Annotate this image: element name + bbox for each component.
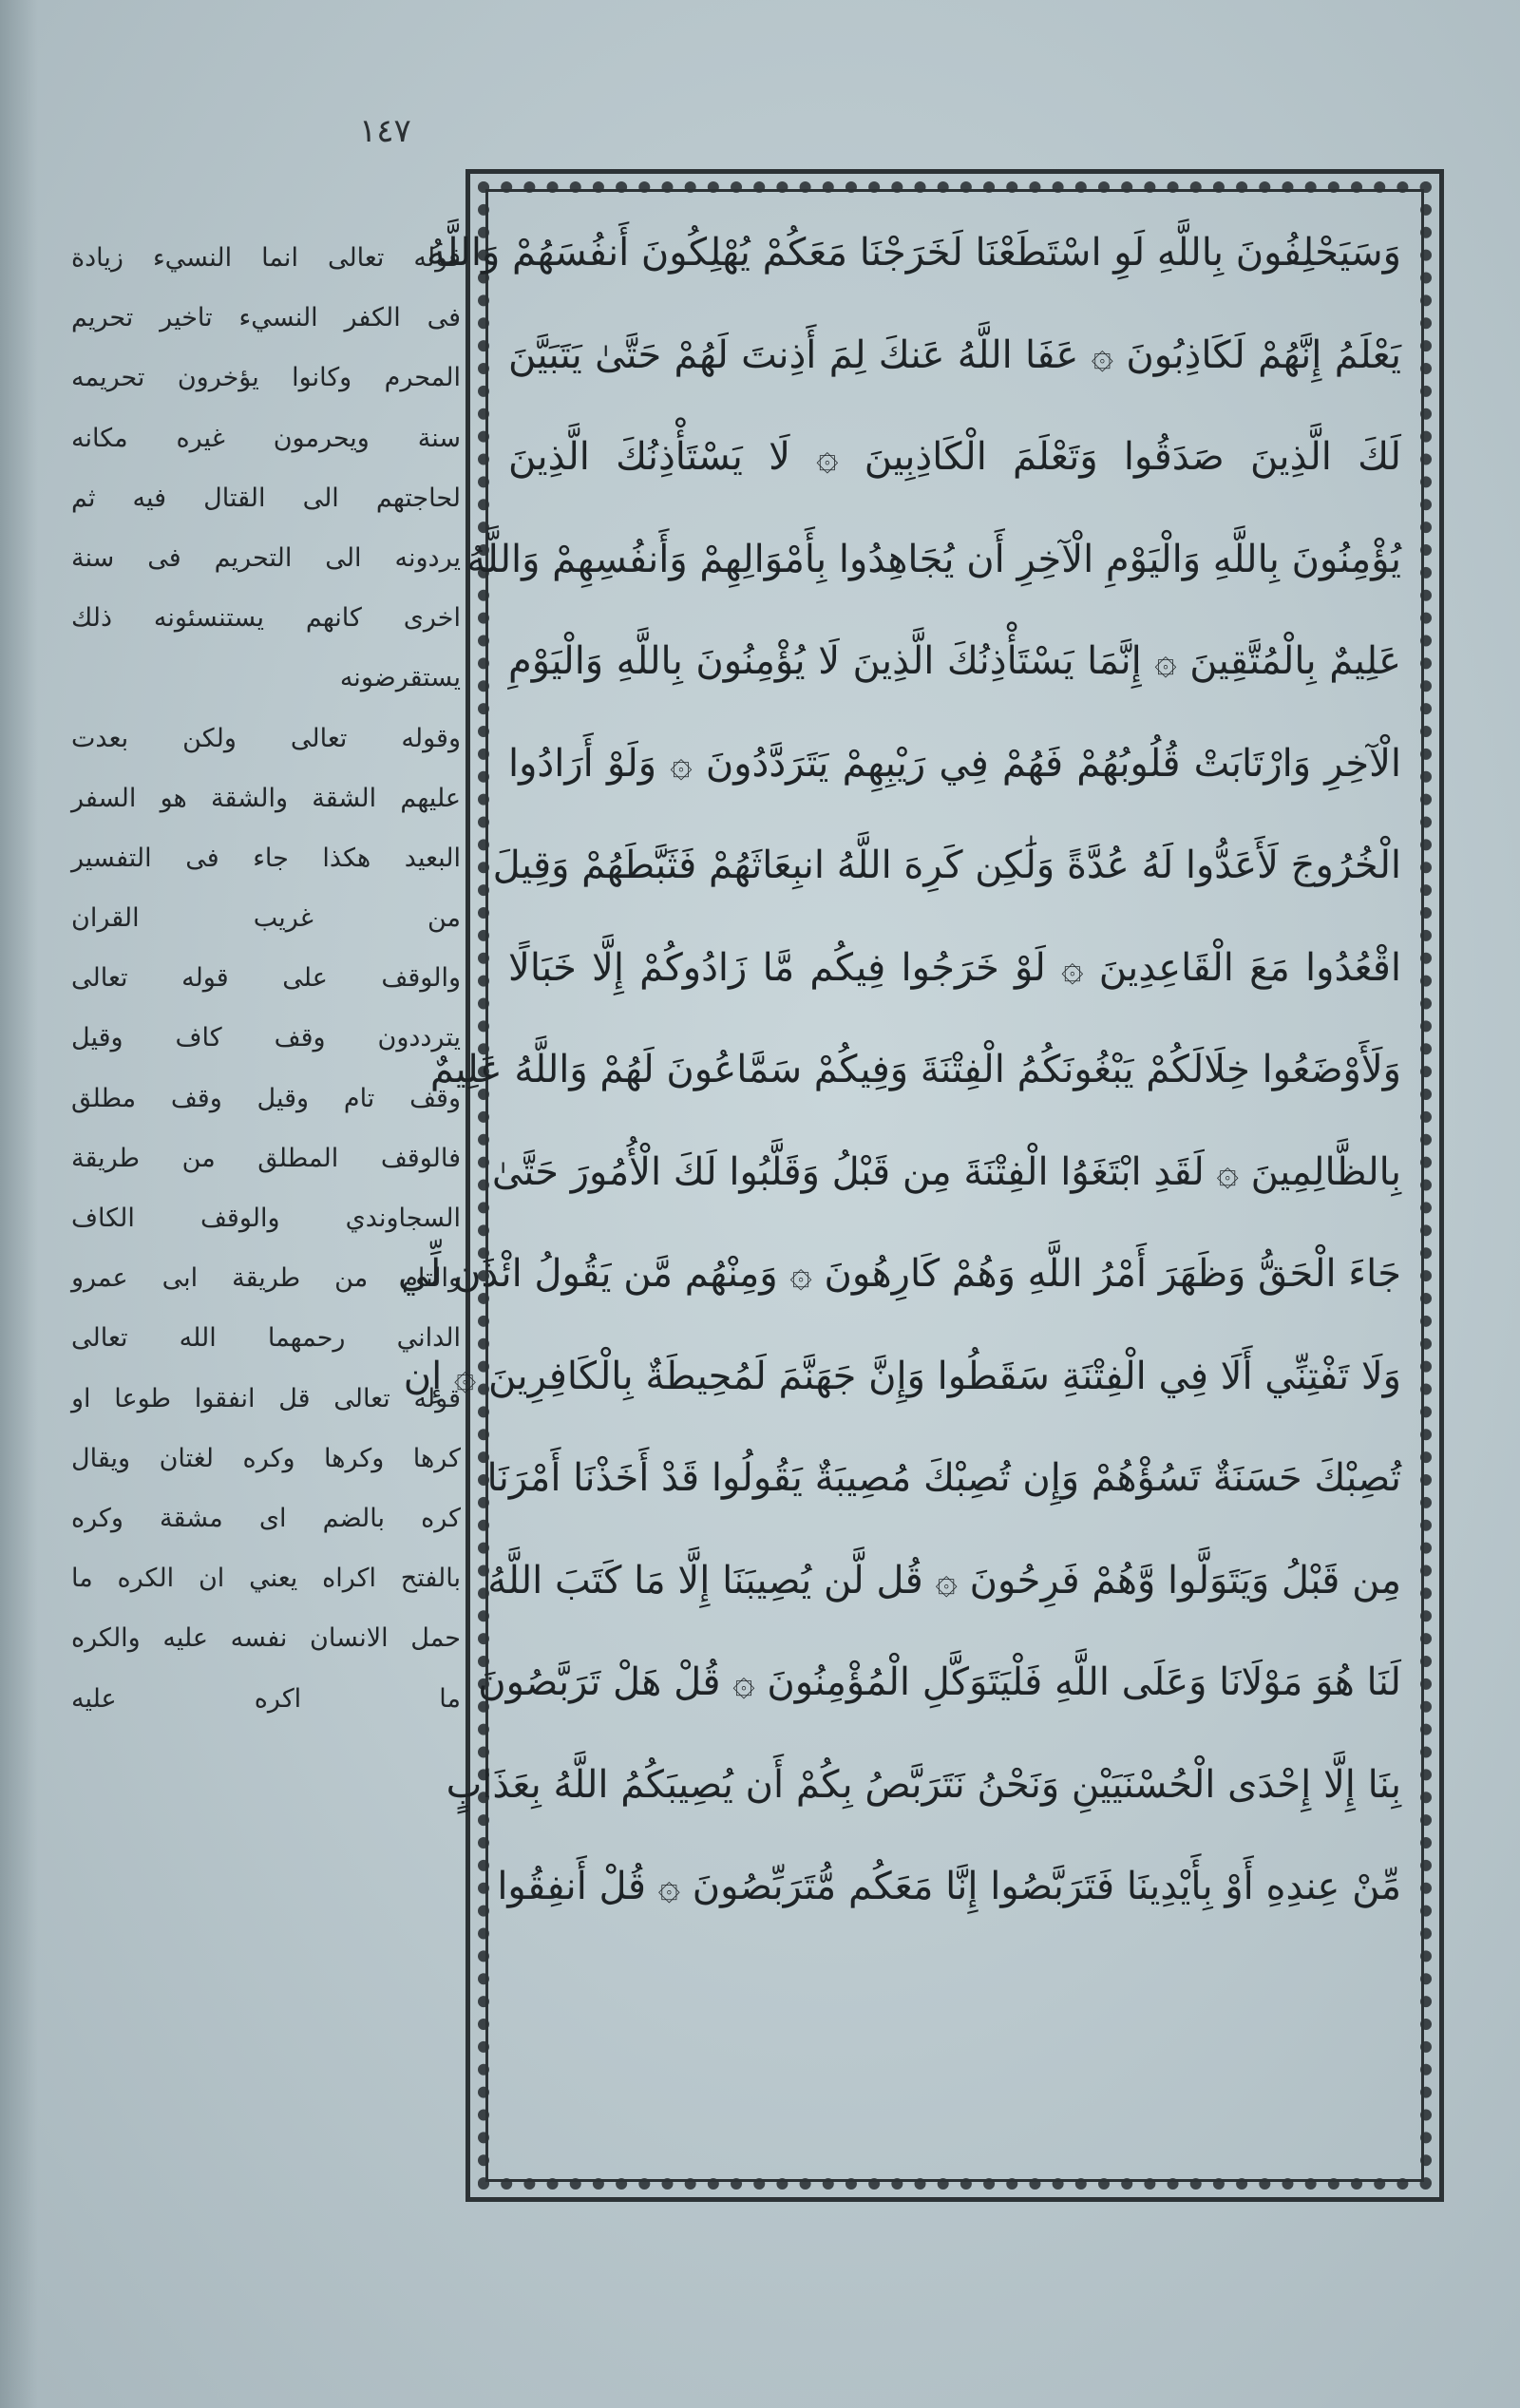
commentary-line: اخرى كانهم يستنسئونه ذلك bbox=[71, 603, 461, 634]
quran-line: بِالظَّالِمِينَ ۞ لَقَدِ ابْتَغَوُا الْفِتْنَةَ مِن قَبْلُ وَقَلَّبُوا لَكَ الْأُمُورَ حَتَّىٰ bbox=[491, 1149, 1401, 1194]
quran-line: وَلَأَوْضَعُوا خِلَالَكُمْ يَبْغُونَكُمُ الْفِتْنَةَ وَفِيكُمْ سَمَّاعُونَ لَهُمْ وَاللَّهُ عَلِيمٌ bbox=[429, 1048, 1401, 1091]
quran-line: تُصِبْكَ حَسَنَةٌ تَسُؤْهُمْ وَإِن تُصِبْكَ مُصِيبَةٌ يَقُولُوا قَدْ أَخَذْنَا أَمْرَنَا bbox=[486, 1456, 1401, 1500]
quran-line: مِن قَبْلُ وَيَتَوَلَّوا وَّهُمْ فَرِحُونَ ۞ قُل لَّن يُصِيبَنَا إِلَّا مَا كَتَبَ اللَّهُ bbox=[487, 1558, 1401, 1602]
quran-line: وَسَيَحْلِفُونَ بِاللَّهِ لَوِ اسْتَطَعْنَا لَخَرَجْنَا مَعَكُمْ يُهْلِكُونَ أَنفُسَهُمْ وَاللَّهُ bbox=[426, 231, 1401, 275]
quran-line: الْخُرُوجَ لَأَعَدُّوا لَهُ عُدَّةً وَلَٰكِن كَرِهَ اللَّهُ انبِعَاثَهُمْ فَثَبَّطَهُمْ وَقِيلَ bbox=[492, 844, 1401, 887]
commentary-line: المحرم وكانوا يؤخرون تحريمه bbox=[71, 363, 461, 393]
commentary-line: كره بالضم اى مشقة وكره bbox=[71, 1503, 461, 1533]
commentary-line: حمل الانسان نفسه عليه والكره bbox=[71, 1623, 461, 1654]
commentary-line: السجاوندي والوقف الكاف bbox=[71, 1204, 461, 1233]
commentary-line: فى الكفر النسيء تاخير تحريم bbox=[71, 303, 461, 333]
quran-line: الْآخِرِ وَارْتَابَتْ قُلُوبُهُمْ فَهُمْ فِي رَيْبِهِمْ يَتَرَدَّدُونَ ۞ وَلَوْ أَرَادُوا bbox=[508, 741, 1401, 786]
commentary-line: يردونه الى التحريم فى سنة bbox=[71, 542, 461, 573]
commentary-line: وقوله تعالى ولكن بعدت bbox=[71, 723, 461, 753]
commentary-line: قوله تعالى قل انفقوا طوعا او bbox=[71, 1383, 461, 1413]
commentary-line: فالوقف المطلق من طريقة bbox=[71, 1143, 461, 1173]
commentary-line: قوله تعالى انما النسيء زيادة bbox=[71, 243, 461, 273]
commentary-line: بالفتح اكراه يعني ان الكره ما bbox=[71, 1564, 461, 1594]
page-gutter-shadow bbox=[0, 0, 38, 2408]
quran-line: لَكَ الَّذِينَ صَدَقُوا وَتَعْلَمَ الْكَاذِبِينَ ۞ لَا يَسْتَأْذِنُكَ الَّذِينَ bbox=[508, 435, 1401, 479]
commentary-line: لحاجتهم الى القتال فيه ثم bbox=[71, 483, 461, 513]
quran-line: يُؤْمِنُونَ بِاللَّهِ وَالْيَوْمِ الْآخِرِ أَن يُجَاهِدُوا بِأَمْوَالِهِمْ وَأَنفُسِهِمْ وَاللَّهُ bbox=[466, 537, 1401, 581]
commentary-line: من غريب القران bbox=[71, 903, 461, 934]
commentary-line: والوقف على قوله تعالى bbox=[71, 963, 461, 994]
commentary-line: البعيد هكذا جاء فى التفسير bbox=[71, 843, 461, 873]
quran-line: جَاءَ الْحَقُّ وَظَهَرَ أَمْرُ اللَّهِ وَهُمْ كَارِهُونَ ۞ وَمِنْهُم مَّن يَقُولُ ائْذَن لِّي bbox=[397, 1252, 1401, 1296]
quran-line: عَلِيمٌ بِالْمُتَّقِينَ ۞ إِنَّمَا يَسْتَأْذِنُكَ الَّذِينَ لَا يُؤْمِنُونَ بِاللَّهِ وَالْيَوْمِ bbox=[508, 639, 1401, 683]
quran-line: وَلَا تَفْتِنِّي أَلَا فِي الْفِتْنَةِ سَقَطُوا وَإِنَّ جَهَنَّمَ لَمُحِيطَةٌ بِالْكَافِرِينَ ۞ إِن bbox=[403, 1354, 1401, 1398]
commentary-line: كرها وكرها وكره لغتان ويقال bbox=[71, 1443, 461, 1473]
quran-line: بِنَا إِلَّا إِحْدَى الْحُسْنَيَيْنِ وَنَحْنُ نَتَرَبَّصُ بِكُمْ أَن يُصِيبَكُمُ اللَّهُ بِعَذَابٍ bbox=[446, 1762, 1401, 1807]
commentary-line: وقف تام وقيل وقف مطلق bbox=[71, 1083, 461, 1113]
commentary-column bbox=[71, 228, 461, 2185]
quran-line: اقْعُدُوا مَعَ الْقَاعِدِينَ ۞ لَوْ خَرَجُوا فِيكُم مَّا زَادُوكُمْ إِلَّا خَبَالًا bbox=[508, 945, 1401, 990]
commentary-line: والتام من طريقة ابى عمرو bbox=[71, 1263, 461, 1294]
commentary-line: ما اكره عليه bbox=[71, 1683, 461, 1714]
quran-line: يَعْلَمُ إِنَّهُمْ لَكَاذِبُونَ ۞ عَفَا اللَّهُ عَنكَ لِمَ أَذِنتَ لَهُمْ حَتَّىٰ يَتَبَيَّنَ bbox=[508, 332, 1402, 377]
commentary-line: يستقرضونه bbox=[339, 663, 461, 693]
quran-line: مِّنْ عِندِهِ أَوْ بِأَيْدِينَا فَتَرَبَّصُوا إِنَّا مَعَكُم مُّتَرَبِّصُونَ ۞ قُلْ أَنفِقُوا bbox=[497, 1865, 1401, 1908]
commentary-line: يترددون وقف كاف وقيل bbox=[71, 1023, 461, 1053]
page-number: ١٤٧ bbox=[359, 112, 411, 150]
commentary-line: سنة ويحرمون غيره مكانه bbox=[71, 423, 461, 453]
commentary-line: عليهم الشقة والشقة هو السفر bbox=[71, 783, 461, 813]
quran-line: لَنَا هُوَ مَوْلَانَا وَعَلَى اللَّهِ فَلْيَتَوَكَّلِ الْمُؤْمِنُونَ ۞ قُلْ هَلْ تَرَبَّصُونَ bbox=[478, 1660, 1401, 1704]
commentary-line: الداني رحمهما الله تعالى bbox=[71, 1323, 461, 1354]
